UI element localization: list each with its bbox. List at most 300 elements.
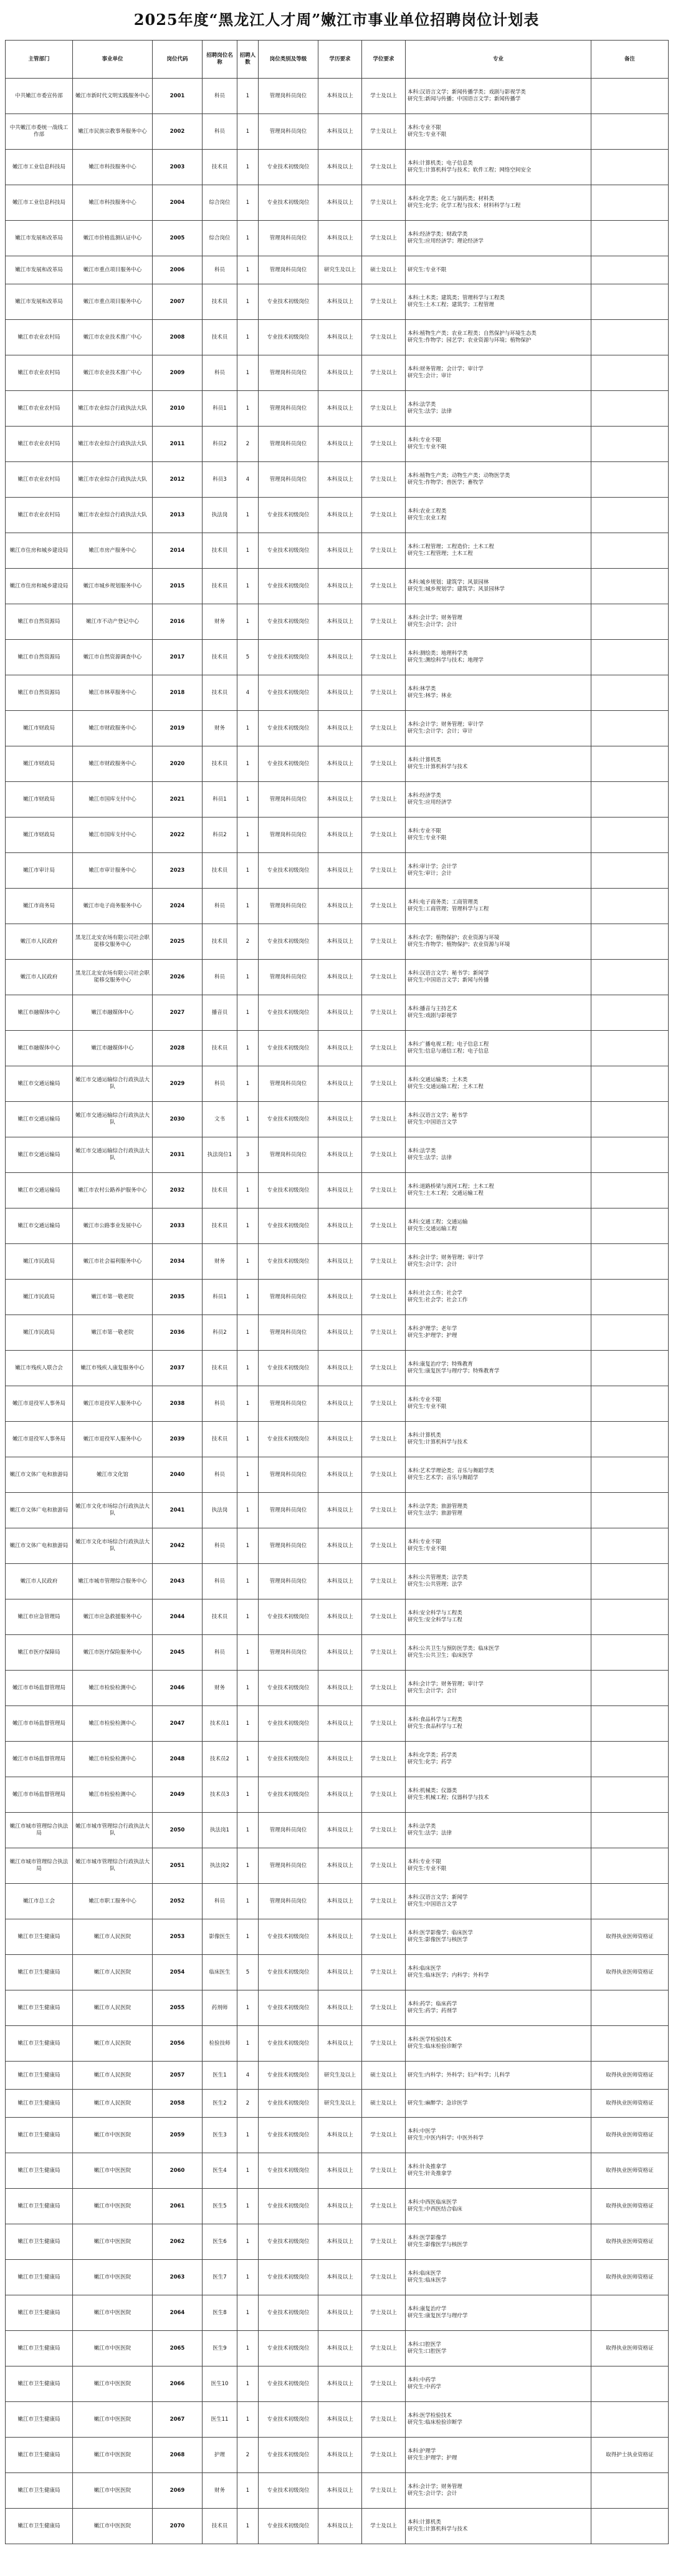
table-row [6,1351,669,1386]
table-row [6,1848,669,1884]
cell-note: 取得执业医师资格证 [591,2224,669,2260]
cell-code: 2016 [153,604,203,640]
cell-dept: 嫩江市卫生健康局 [6,2473,73,2509]
cell-major: 研究生:专业不限 [406,256,591,284]
cell-education: 本科及以上 [318,2260,362,2295]
cell-degree: 学士及以上 [362,2153,406,2189]
cell-unit: 嫩江市中医医院 [73,2331,153,2366]
cell-degree: 学士及以上 [362,782,406,818]
table-row [6,1031,669,1066]
cell-dept: 嫩江市城市管理综合执法局 [6,1813,73,1848]
header-position: 招聘岗位名称 [203,41,237,79]
cell-position: 技术员 [203,533,237,569]
table-row [6,256,669,284]
cell-position: 技术员 [203,150,237,185]
cell-position: 技术员1 [203,1706,237,1742]
cell-code: 2061 [153,2189,203,2224]
cell-code: 2042 [153,1528,203,1564]
table-row [6,1599,669,1635]
cell-code: 2066 [153,2366,203,2402]
cell-code: 2053 [153,1919,203,1955]
cell-category: 专业技术初级岗位 [259,1208,318,1244]
cell-major: 本科:城乡规划；建筑学；风景园林 研究生:城乡规划学；建筑学；风景园林学 [406,569,591,604]
cell-count: 1 [237,150,259,185]
cell-count: 3 [237,1137,259,1173]
cell-count: 2 [237,924,259,960]
cell-degree: 学士及以上 [362,150,406,185]
header-degree: 学位要求 [362,41,406,79]
cell-position: 技术员 [203,924,237,960]
cell-code: 2001 [153,79,203,114]
cell-category: 专业技术初级岗位 [259,2026,318,2062]
cell-dept: 嫩江市融媒体中心 [6,995,73,1031]
cell-dept: 嫩江市住房和城乡建设局 [6,569,73,604]
cell-note [591,1671,669,1706]
cell-education: 本科及以上 [318,853,362,889]
cell-note [591,1351,669,1386]
table-row [6,284,669,320]
table-row [6,1280,669,1315]
cell-count: 1 [237,391,259,427]
header-note: 备注 [591,41,669,79]
cell-dept: 嫩江市交通运输局 [6,1173,73,1208]
cell-major: 本科:专业不限 研究生:专业不限 [406,427,591,462]
table-row [6,1955,669,1990]
cell-code: 2011 [153,427,203,462]
cell-unit: 嫩江市应急救援服务中心 [73,1599,153,1635]
cell-category: 专业技术初级岗位 [259,533,318,569]
cell-unit: 嫩江市不动产登记中心 [73,604,153,640]
cell-degree: 学士及以上 [362,995,406,1031]
table-row [6,2331,669,2366]
cell-major: 本科:专业不限 研究生:专业不限 [406,1528,591,1564]
cell-position: 技术员 [203,1422,237,1457]
cell-dept: 嫩江市交通运输局 [6,1208,73,1244]
cell-note [591,1813,669,1848]
cell-count: 1 [237,1990,259,2026]
cell-note: 取得护士执业资格证 [591,2438,669,2473]
header-education: 学历要求 [318,41,362,79]
cell-dept: 中共嫩江市委宣传部 [6,79,73,114]
cell-category: 专业技术初级岗位 [259,2295,318,2331]
cell-dept: 嫩江市商务局 [6,889,73,924]
table-row [6,221,669,256]
cell-count: 1 [237,604,259,640]
cell-count: 1 [237,2260,259,2295]
cell-count: 1 [237,1280,259,1315]
cell-code: 2036 [153,1315,203,1351]
table-row [6,818,669,853]
cell-unit: 嫩江市第一敬老院 [73,1280,153,1315]
page-title: 2025年度“黑龙江人才周”嫩江市事业单位招聘岗位计划表 [133,11,540,29]
cell-dept: 嫩江市文体广电和旅游局 [6,1457,73,1493]
cell-note [591,391,669,427]
cell-count: 1 [237,1031,259,1066]
cell-dept: 嫩江市卫生健康局 [6,2224,73,2260]
cell-count: 1 [237,185,259,221]
cell-count: 5 [237,1955,259,1990]
cell-count: 1 [237,2366,259,2402]
cell-dept: 嫩江市退役军人事务局 [6,1422,73,1457]
cell-unit: 嫩江市林草服务中心 [73,675,153,711]
cell-code: 2005 [153,221,203,256]
cell-major: 本科:财务管理；会计学；审计学 研究生:会计；审计 [406,355,591,391]
cell-category: 管理岗科员岗位 [259,782,318,818]
cell-category: 管理岗科员岗位 [259,1066,318,1102]
table-row [6,185,669,221]
cell-education: 本科及以上 [318,2026,362,2062]
table-row [6,2295,669,2331]
table-row [6,355,669,391]
cell-count: 1 [237,960,259,995]
cell-category: 专业技术初级岗位 [259,2224,318,2260]
cell-degree: 学士及以上 [362,221,406,256]
cell-position: 科员 [203,1528,237,1564]
table-row [6,1244,669,1280]
table-row [6,2402,669,2438]
cell-major: 本科:安全科学与工程类 研究生:安全科学与工程 [406,1599,591,1635]
cell-education: 本科及以上 [318,1919,362,1955]
cell-code: 2046 [153,1671,203,1706]
cell-degree: 学士及以上 [362,711,406,746]
cell-category: 专业技术初级岗位 [259,2331,318,2366]
cell-category: 专业技术初级岗位 [259,2473,318,2509]
cell-category: 管理岗科员岗位 [259,1280,318,1315]
cell-degree: 学士及以上 [362,1102,406,1137]
cell-note [591,889,669,924]
cell-note [591,1386,669,1422]
cell-major: 本科:汉语言文学；秘书学 研究生:中国语言文学 [406,1102,591,1137]
cell-unit: 嫩江市农业综合行政执法大队 [73,391,153,427]
cell-degree: 学士及以上 [362,1422,406,1457]
cell-unit: 嫩江市新时代文明实践服务中心 [73,79,153,114]
cell-code: 2007 [153,284,203,320]
cell-degree: 学士及以上 [362,1671,406,1706]
cell-position: 技术员 [203,1599,237,1635]
cell-degree: 学士及以上 [362,114,406,150]
cell-degree: 学士及以上 [362,2189,406,2224]
cell-major: 本科:计算机类 研究生:计算机科学与技术 [406,1422,591,1457]
cell-count: 1 [237,1635,259,1671]
cell-note [591,2026,669,2062]
cell-count: 1 [237,2118,259,2153]
cell-education: 本科及以上 [318,2189,362,2224]
cell-position: 执法岗1 [203,1813,237,1848]
cell-position: 执法岗2 [203,1848,237,1884]
cell-note [591,1848,669,1884]
cell-major: 本科:公共卫生与预防医学类；临床医学 研究生:公共卫生；临床医学 [406,1635,591,1671]
table-row [6,391,669,427]
cell-major: 本科:汉语言文学；新闻学 研究生:中国语言文学 [406,1884,591,1919]
cell-major: 本科:农业工程类 研究生:农业工程 [406,498,591,533]
cell-code: 2033 [153,1208,203,1244]
cell-position: 文书 [203,1102,237,1137]
cell-education: 本科及以上 [318,1386,362,1422]
cell-note [591,1777,669,1813]
cell-education: 本科及以上 [318,2118,362,2153]
cell-note [591,1599,669,1635]
cell-position: 科员1 [203,782,237,818]
cell-education: 本科及以上 [318,320,362,355]
cell-education: 本科及以上 [318,675,362,711]
cell-code: 2068 [153,2438,203,2473]
table-row [6,604,669,640]
cell-dept: 嫩江市卫生健康局 [6,2189,73,2224]
cell-dept: 嫩江市发展和改革局 [6,256,73,284]
cell-unit: 嫩江市人民医院 [73,1955,153,1990]
cell-major: 本科:专业不限 研究生:专业不限 [406,1848,591,1884]
cell-dept: 中共嫩江市委统一战线工作部 [6,114,73,150]
cell-code: 2062 [153,2224,203,2260]
table-row [6,114,669,150]
cell-note [591,1422,669,1457]
cell-education: 本科及以上 [318,569,362,604]
cell-unit: 嫩江市中医医院 [73,2224,153,2260]
cell-code: 2021 [153,782,203,818]
cell-major: 本科:中药学 研究生:中药学 [406,2366,591,2402]
cell-code: 2008 [153,320,203,355]
cell-code: 2031 [153,1137,203,1173]
cell-degree: 学士及以上 [362,924,406,960]
cell-category: 专业技术初级岗位 [259,1955,318,1990]
cell-education: 本科及以上 [318,2153,362,2189]
cell-position: 医生11 [203,2402,237,2438]
cell-position: 检验技师 [203,2026,237,2062]
cell-education: 本科及以上 [318,889,362,924]
cell-position: 科员 [203,889,237,924]
cell-education: 本科及以上 [318,995,362,1031]
cell-count: 4 [237,462,259,498]
cell-count: 1 [237,1777,259,1813]
cell-count: 1 [237,2509,259,2544]
table-row [6,2509,669,2544]
cell-note [591,1990,669,2026]
cell-category: 专业技术初级岗位 [259,2438,318,2473]
table-row [6,782,669,818]
header-major: 专业 [406,41,591,79]
cell-dept: 嫩江市工业信息科技局 [6,150,73,185]
cell-unit: 嫩江市审计服务中心 [73,853,153,889]
table-row [6,427,669,462]
cell-code: 2047 [153,1706,203,1742]
cell-position: 医生1 [203,2062,237,2090]
cell-major: 本科:会计学；财务管理 研究生:会计学；会计 [406,604,591,640]
cell-unit: 嫩江市国库支付中心 [73,818,153,853]
cell-dept: 嫩江市农业农村局 [6,391,73,427]
cell-count: 1 [237,853,259,889]
cell-code: 2048 [153,1742,203,1777]
cell-position: 技术员 [203,1173,237,1208]
header-category: 岗位类别及等级 [259,41,318,79]
cell-count: 1 [237,2402,259,2438]
cell-position: 医生9 [203,2331,237,2366]
cell-count: 4 [237,2062,259,2090]
cell-count: 1 [237,533,259,569]
cell-position: 科员 [203,1564,237,1599]
cell-major: 本科:化学类；化工与制药类；材料类 研究生:化学；化学工程与技术；材料科学与工程 [406,185,591,221]
cell-position: 财务 [203,1244,237,1280]
table-row [6,498,669,533]
cell-category: 专业技术初级岗位 [259,1706,318,1742]
table-row [6,1137,669,1173]
cell-education: 本科及以上 [318,1848,362,1884]
cell-code: 2017 [153,640,203,675]
cell-major: 本科:农学；植物保护；农业资源与环境 研究生:作物学；植物保护；农业资源与环境 [406,924,591,960]
cell-category: 管理岗科员岗位 [259,1635,318,1671]
cell-position: 科员 [203,1635,237,1671]
cell-education: 本科及以上 [318,221,362,256]
cell-position: 财务 [203,2473,237,2509]
cell-unit: 嫩江市城市管理综合行政执法大队 [73,1813,153,1848]
header-row [6,41,669,79]
cell-major: 本科:电子商务类；工商管理类 研究生:工商管理；管理科学与工程 [406,889,591,924]
cell-position: 技术员 [203,320,237,355]
table-row [6,2118,669,2153]
cell-dept: 嫩江市审计局 [6,853,73,889]
cell-education: 本科及以上 [318,1599,362,1635]
cell-degree: 学士及以上 [362,1280,406,1315]
cell-degree: 学士及以上 [362,1599,406,1635]
cell-major: 本科:播音与主持艺术 研究生:戏剧与影视学 [406,995,591,1031]
cell-category: 专业技术初级岗位 [259,1173,318,1208]
cell-position: 技术员 [203,675,237,711]
table-row [6,79,669,114]
cell-position: 技术员 [203,640,237,675]
cell-position: 技术员 [203,2509,237,2544]
cell-education: 本科及以上 [318,1137,362,1173]
cell-major: 本科:医学检验技术 研究生:临床检验诊断学 [406,2026,591,2062]
cell-code: 2002 [153,114,203,150]
cell-unit: 嫩江市文化市场综合行政执法大队 [73,1528,153,1564]
cell-category: 管理岗科员岗位 [259,889,318,924]
cell-unit: 嫩江市退役军人服务中心 [73,1386,153,1422]
cell-count: 5 [237,640,259,675]
cell-unit: 嫩江市职工服务中心 [73,1884,153,1919]
cell-education: 本科及以上 [318,185,362,221]
cell-unit: 嫩江市农业综合行政执法大队 [73,498,153,533]
cell-code: 2006 [153,256,203,284]
cell-category: 专业技术初级岗位 [259,320,318,355]
cell-education: 本科及以上 [318,1422,362,1457]
cell-dept: 嫩江市农业农村局 [6,355,73,391]
cell-category: 专业技术初级岗位 [259,2509,318,2544]
cell-note [591,640,669,675]
cell-position: 科员 [203,960,237,995]
cell-note [591,960,669,995]
table-row [6,924,669,960]
cell-major: 本科:中西医临床医学 研究生:中西医结合临床 [406,2189,591,2224]
cell-degree: 学士及以上 [362,1457,406,1493]
cell-position: 医生8 [203,2295,237,2331]
cell-education: 本科及以上 [318,2331,362,2366]
cell-degree: 学士及以上 [362,2509,406,2544]
cell-dept: 嫩江市交通运输局 [6,1102,73,1137]
cell-note [591,185,669,221]
cell-degree: 学士及以上 [362,391,406,427]
cell-major: 本科:护理学 研究生:护理学；护理 [406,2438,591,2473]
cell-note [591,1742,669,1777]
header-unit: 事业单位 [73,41,153,79]
cell-dept: 嫩江市财政局 [6,782,73,818]
cell-category: 管理岗科员岗位 [259,391,318,427]
cell-count: 2 [237,2090,259,2118]
cell-position: 科员2 [203,818,237,853]
cell-degree: 学士及以上 [362,355,406,391]
cell-code: 2057 [153,2062,203,2090]
cell-count: 1 [237,1173,259,1208]
cell-major: 本科:艺术学理论类；音乐与舞蹈学类 研究生:艺术学；音乐与舞蹈学 [406,1457,591,1493]
cell-major: 本科:植物生产类；动物生产类；动物医学类 研究生:作物学；兽医学；畜牧学 [406,462,591,498]
cell-count: 1 [237,1102,259,1137]
cell-dept: 嫩江市应急管理局 [6,1599,73,1635]
cell-education: 本科及以上 [318,533,362,569]
cell-position: 科员 [203,355,237,391]
table-row [6,1706,669,1742]
cell-unit: 嫩江市交通运输综合行政执法大队 [73,1066,153,1102]
cell-unit: 嫩江市退役军人服务中心 [73,1422,153,1457]
cell-code: 2037 [153,1351,203,1386]
cell-count: 1 [237,711,259,746]
cell-major: 本科:交通运输类；土木类 研究生:交通运输工程；土木工程 [406,1066,591,1102]
table-row [6,1884,669,1919]
cell-dept: 嫩江市发展和改革局 [6,284,73,320]
cell-unit: 嫩江市农业技术推广中心 [73,320,153,355]
table-row [6,640,669,675]
cell-position: 财务 [203,711,237,746]
cell-position: 财务 [203,604,237,640]
cell-unit: 嫩江市农业综合行政执法大队 [73,427,153,462]
cell-major: 本科:会计学；财务管理；审计学 研究生:会计学；会计 [406,1244,591,1280]
cell-category: 专业技术初级岗位 [259,675,318,711]
cell-unit: 嫩江市中医医院 [73,2402,153,2438]
cell-dept: 嫩江市融媒体中心 [6,1031,73,1066]
cell-degree: 学士及以上 [362,2118,406,2153]
cell-note [591,675,669,711]
cell-major: 本科:法学类 研究生:法学；法律 [406,1813,591,1848]
cell-note [591,355,669,391]
cell-major: 本科:公共管理类；法学类 研究生:公共管理；法学 [406,1564,591,1599]
cell-count: 1 [237,1066,259,1102]
cell-category: 专业技术初级岗位 [259,1990,318,2026]
cell-count: 1 [237,1528,259,1564]
cell-unit: 嫩江市社会福利服务中心 [73,1244,153,1280]
cell-dept: 嫩江市农业农村局 [6,320,73,355]
cell-count: 1 [237,1671,259,1706]
cell-dept: 嫩江市财政局 [6,818,73,853]
cell-count: 1 [237,498,259,533]
cell-degree: 学士及以上 [362,1386,406,1422]
cell-degree: 硕士及以上 [362,2062,406,2090]
cell-count: 2 [237,2438,259,2473]
cell-code: 2035 [153,1280,203,1315]
cell-category: 专业技术初级岗位 [259,569,318,604]
cell-count: 1 [237,818,259,853]
cell-major: 本科:经济学类 研究生:应用经济学 [406,782,591,818]
cell-major: 本科:汉语言文学；秘书学；新闻学 研究生:中国语言文学；新闻与传播 [406,960,591,995]
cell-position: 科员 [203,1386,237,1422]
cell-degree: 学士及以上 [362,2366,406,2402]
cell-dept: 嫩江市卫生健康局 [6,2026,73,2062]
cell-unit: 嫩江市农业综合行政执法大队 [73,462,153,498]
cell-education: 本科及以上 [318,284,362,320]
cell-unit: 嫩江市文化馆 [73,1457,153,1493]
cell-note: 取得执业医师资格证 [591,2331,669,2366]
cell-degree: 学士及以上 [362,79,406,114]
table-row [6,889,669,924]
cell-count: 1 [237,221,259,256]
cell-count: 1 [237,1422,259,1457]
cell-unit: 嫩江市重点项目服务中心 [73,284,153,320]
